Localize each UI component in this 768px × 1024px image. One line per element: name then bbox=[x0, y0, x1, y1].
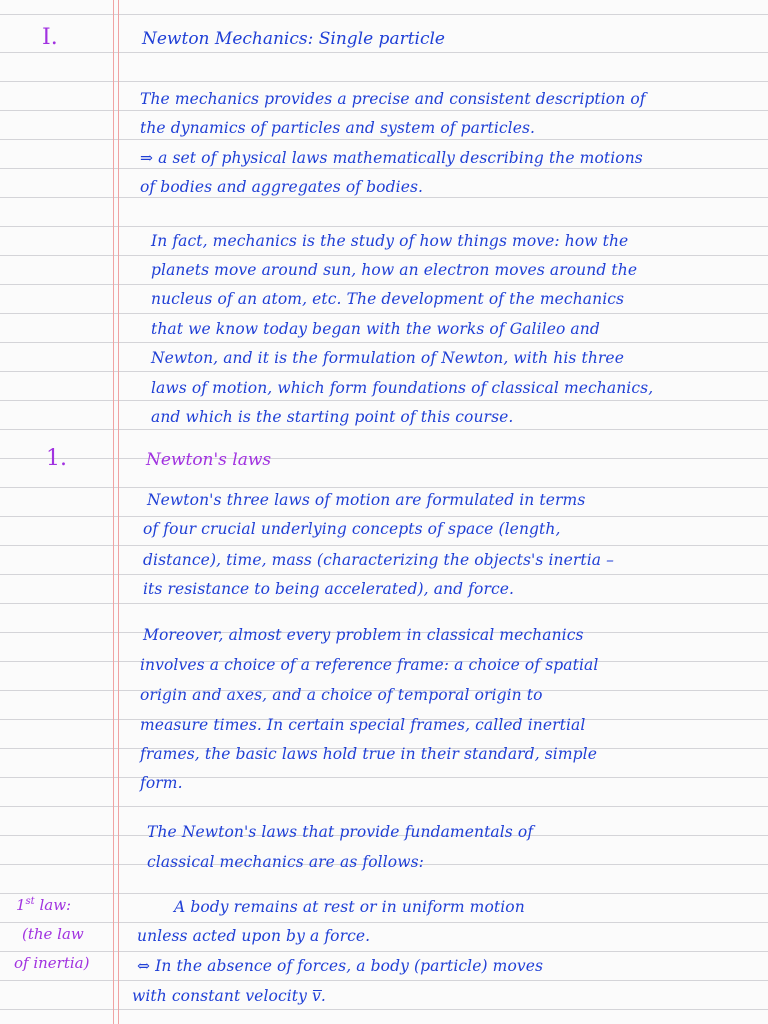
intro-p1-line-2: the dynamics of particles and system of particles. bbox=[140, 119, 536, 137]
subsection-title: Newton's laws bbox=[146, 450, 272, 470]
intro-p1-line-1: The mechanics provides a precise and consistent description of bbox=[140, 90, 646, 108]
laws-p2-line-3: origin and axes, and a choice of temporal origin to bbox=[140, 686, 543, 704]
laws-p1-line-1: Newton's three laws of motion are formulated in terms bbox=[147, 491, 586, 509]
first-law-margin-line-3: of inertia) bbox=[14, 954, 90, 972]
subsection-number: 1. bbox=[46, 446, 67, 471]
laws-p1-line-3: distance), time, mass (characterizing the objects's inertia – bbox=[143, 551, 615, 569]
first-law-ordinal-suffix: st bbox=[25, 896, 35, 907]
intro-p2-line-5: Newton, and it is the formulation of Newton, with his three bbox=[151, 349, 624, 367]
margin-line-left bbox=[113, 0, 114, 1024]
section-title: Newton Mechanics: Single particle bbox=[142, 29, 445, 49]
first-law-equivalent: ⇔ In the absence of forces, a body (particle) moves bbox=[137, 957, 544, 975]
laws-p2-line-5: frames, the basic laws hold true in their standard, simple bbox=[140, 745, 598, 763]
first-law-margin-line-2: (the law bbox=[22, 925, 84, 943]
intro-p2-line-7: and which is the starting point of this course. bbox=[151, 408, 514, 426]
margin-line-right bbox=[118, 0, 119, 1024]
first-law-velocity-prefix: with constant velocity bbox=[132, 987, 312, 1005]
section-number: I. bbox=[42, 25, 58, 50]
intro-p2-line-3: nucleus of an atom, etc. The development of the mechanics bbox=[151, 290, 625, 308]
first-law-ordinal: 1 bbox=[16, 896, 26, 914]
intro-p2-line-1: In fact, mechanics is the study of how things move: how the bbox=[151, 232, 629, 250]
intro-p2-line-2: planets move around sun, how an electron moves around the bbox=[151, 261, 638, 279]
velocity-vector-symbol: v bbox=[312, 987, 321, 1005]
first-law-velocity-line bbox=[132, 989, 326, 1005]
first-law-velocity-suffix: . bbox=[320, 987, 326, 1005]
laws-p2-line-2: involves a choice of a reference frame: a choice of spatial bbox=[140, 656, 599, 674]
laws-p1-line-2: of four crucial underlying concepts of space (length, bbox=[143, 520, 561, 538]
laws-p2-line-4: measure times. In certain special frames, called inertial bbox=[140, 716, 586, 734]
intro-p2-line-6: laws of motion, which form foundations of classical mechanics, bbox=[151, 379, 654, 397]
laws-p2-line-1: Moreover, almost every problem in classical mechanics bbox=[143, 626, 584, 644]
first-law-margin-label bbox=[16, 897, 71, 913]
first-law-word: law: bbox=[34, 896, 72, 914]
laws-p2-line-6: form. bbox=[140, 774, 183, 792]
first-law-statement-line-2: unless acted upon by a force. bbox=[137, 927, 371, 945]
intro-p1-line-4: of bodies and aggregates of bodies. bbox=[140, 178, 424, 196]
intro-p2-line-4: that we know today began with the works of Galileo and bbox=[151, 320, 600, 338]
intro-p1-line-3: ⇒ a set of physical laws mathematically describing the motions bbox=[140, 149, 643, 167]
laws-p3-line-2: classical mechanics are as follows: bbox=[147, 853, 424, 871]
laws-p1-line-4: its resistance to being accelerated), and force. bbox=[143, 580, 515, 598]
first-law-statement-line-1: A body remains at rest or in uniform motion bbox=[174, 898, 525, 916]
laws-p3-line-1: The Newton's laws that provide fundamentals of bbox=[147, 823, 534, 841]
